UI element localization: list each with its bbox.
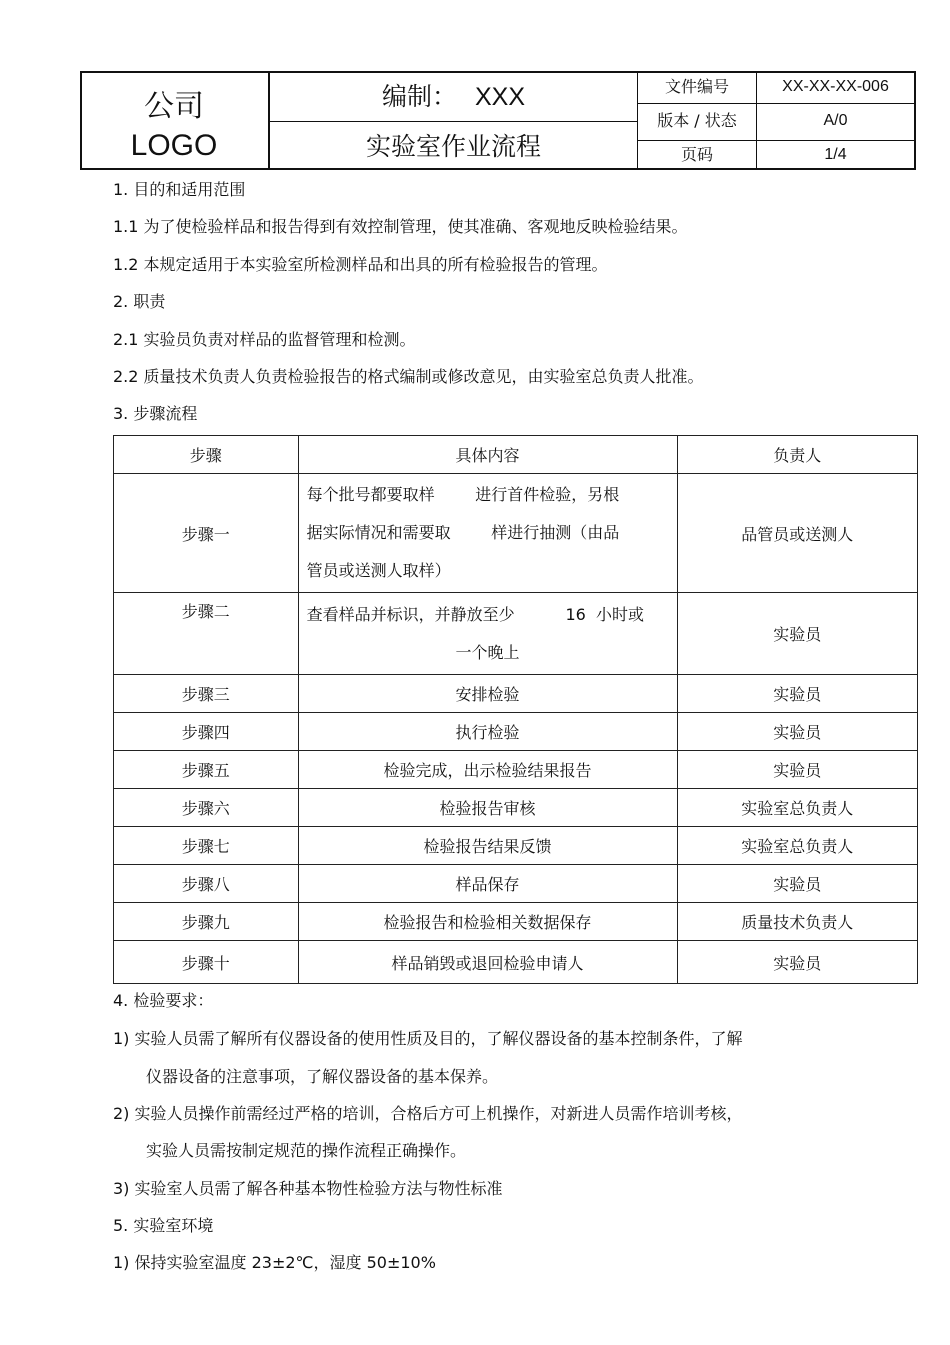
compiled-by [270,77,637,113]
document-header [80,71,916,169]
section-2-1: 2.1 实验员负责对样品的监督管理和检测。 [113,330,416,349]
content-cell: 检验报告结果反馈 [298,827,677,865]
table-header-row [114,436,918,474]
owner-cell: 实验员 [677,751,917,789]
owner-cell: 实验室总负责人 [677,789,917,827]
header-divider [637,103,914,104]
step-cell: 步骤九 [114,903,299,941]
section-2-title: 2. 职责 [113,292,166,311]
content-line: 一个晚上 [455,642,520,662]
section-4-item-1b: 仪器设备的注意事项，了解仪器设备的基本保养。 [146,1067,499,1086]
table-row [114,474,918,593]
content-cell: 检验报告审核 [298,789,677,827]
owner-cell: 实验员 [677,865,917,903]
column-header: 步骤 [114,436,299,474]
table-row [114,593,918,675]
table-row [114,713,918,751]
content-cell: 执行检验 [298,713,677,751]
page-value: 1/4 [824,146,847,163]
owner-cell: 质量技术负责人 [677,903,917,941]
step-cell: 步骤七 [114,827,299,865]
table-row [114,675,918,713]
owner-cell: 实验员 [677,593,917,675]
content-line: 每个批号都要取样 进行首件检验，另根 [306,485,620,504]
steps-table [113,435,918,984]
step-cell: 步骤五 [114,751,299,789]
section-4-title: 4. 检验要求： [113,991,214,1010]
step-cell: 步骤二 [114,593,299,675]
document-title: 实验室作业流程 [365,132,541,161]
table-row [114,865,918,903]
section-4-item-1a: 1) 实验人员需了解所有仪器设备的使用性质及目的，了解仪器设备的基本控制条件，了解 [113,1029,743,1048]
content-cell: 检验完成，出示检验结果报告 [298,751,677,789]
owner-cell: 实验员 [677,941,917,984]
content-cell: 样品保存 [298,865,677,903]
compiled-by-value: XXX [474,83,526,111]
table-row [114,827,918,865]
content-cell: 安排检验 [298,675,677,713]
table-row [114,941,918,984]
step-cell: 步骤六 [114,789,299,827]
table-row [114,789,918,827]
step-cell: 步骤十 [114,941,299,984]
step-cell: 步骤三 [114,675,299,713]
version-value: A/0 [823,112,848,129]
section-1-2: 1.2 本规定适用于本实验室所检测样品和出具的所有检验报告的管理。 [113,255,608,274]
version-label: 版本 / 状态 [657,111,737,130]
content-line: 据实际情况和需要取 样进行抽测（由品 [306,523,620,542]
owner-cell: 实验室总负责人 [677,827,917,865]
logo-line2: LOGO [130,129,218,162]
column-header: 具体内容 [298,436,677,474]
company-logo [80,71,268,169]
doc-no-value: XX-XX-XX-006 [782,78,889,95]
content-line: 查看样品并标识，并静放至少 16 小时或 [306,604,644,624]
section-4-item-2a: 2) 实验人员操作前需经过严格的培训，合格后方可上机操作，对新进人员需作培训考核， [113,1104,743,1123]
content-cell: 检验报告和检验相关数据保存 [298,903,677,941]
table-row [114,903,918,941]
step-cell: 步骤八 [114,865,299,903]
section-5-title: 5. 实验室环境 [113,1216,214,1235]
content-cell [298,474,677,593]
step-cell: 步骤一 [114,474,299,593]
section-2-2: 2.2 质量技术负责人负责检验报告的格式编制或修改意见，由实验室总负责人批准。 [113,367,704,386]
header-divider [270,121,637,122]
content-cell [298,593,677,675]
compiled-by-label: 编制： [381,82,457,111]
table-row [114,751,918,789]
page-label: 页码 [680,145,713,164]
section-1-title: 1. 目的和适用范围 [113,180,246,199]
section-4-item-3: 3) 实验室人员需了解各种基本物性检验方法与物性标准 [113,1179,503,1198]
doc-no-label: 文件编号 [664,77,729,96]
content-cell: 样品销毁或退回检验申请人 [298,941,677,984]
content-line: 管员或送测人取样） [306,561,451,580]
owner-cell: 实验员 [677,675,917,713]
owner-cell: 品管员或送测人 [677,474,917,593]
logo-line1: 公司 [144,89,204,124]
section-3-title: 3. 步骤流程 [113,404,198,423]
section-4-item-2b: 实验人员需按制定规范的操作流程正确操作。 [146,1141,467,1160]
step-cell: 步骤四 [114,713,299,751]
column-header: 负责人 [677,436,917,474]
owner-cell: 实验员 [677,713,917,751]
section-1-1: 1.1 为了使检验样品和报告得到有效控制管理，使其准确、客观地反映检验结果。 [113,217,688,236]
section-5-item-1: 1) 保持实验室温度 23±2℃，湿度 50±10% [113,1253,436,1272]
